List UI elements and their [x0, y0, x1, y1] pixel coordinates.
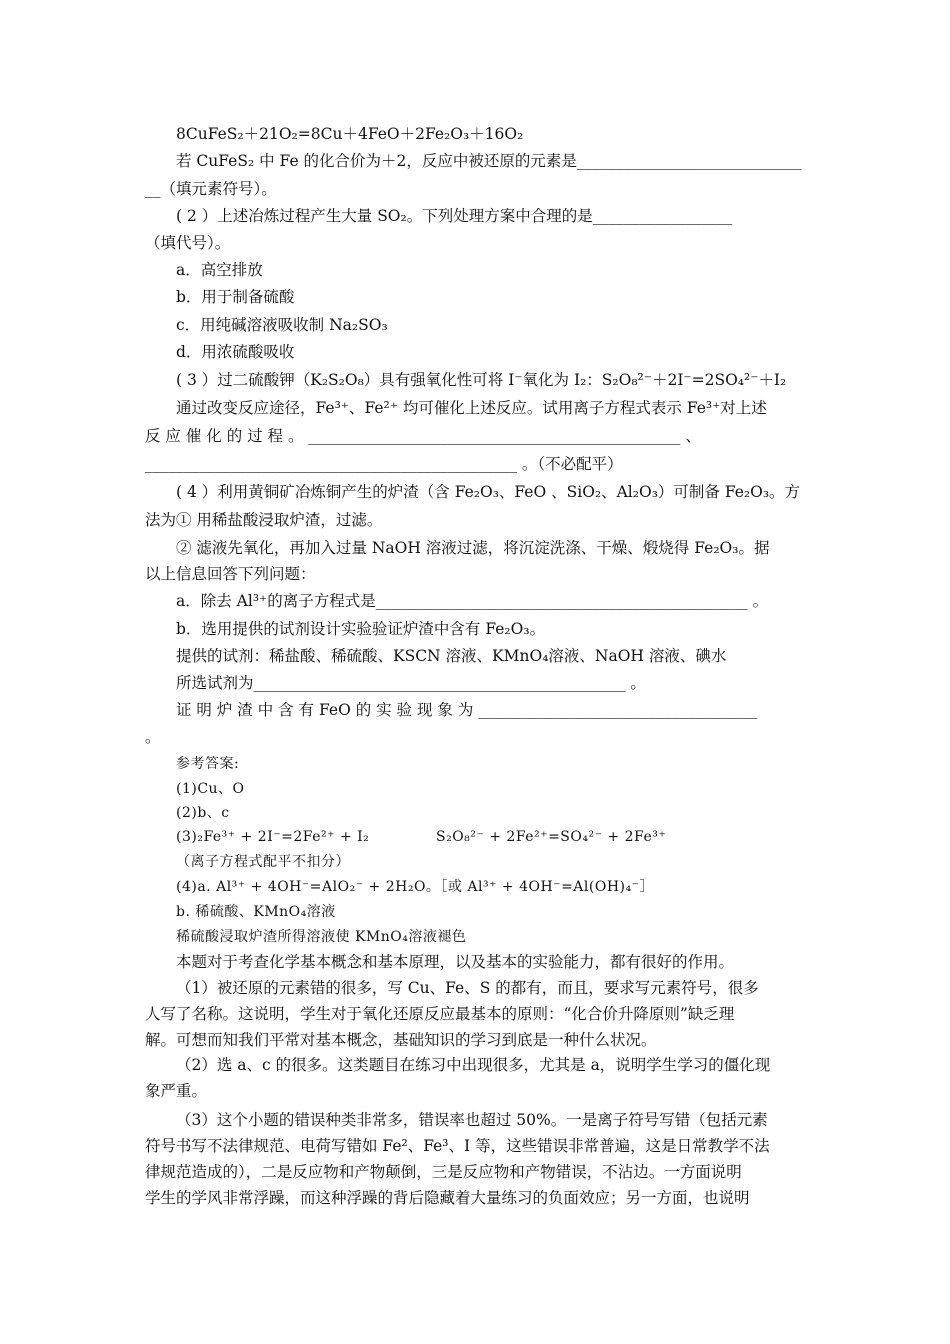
answer-3a: (3)₂Fe³⁺ + 2I⁻=2Fe²⁺ + I₂ [176, 829, 370, 845]
q3-text: ( 3 ）过二硫酸钾（K₂S₂O₈）具有强氧化性可将 I⁻氧化为 I₂：S₂O₈²⁻＋2I⁻=2SO₄²⁻＋I₂ [176, 371, 787, 389]
answer-3b: S₂O₈²⁻ + 2Fe²⁺=SO₄²⁻ + 2Fe³⁺ [436, 829, 667, 845]
answer-2: (2)b、c [176, 805, 230, 821]
comment-3-cont-3: 学生的学风非常浮躁，而这种浮躁的背后隐藏着大量练习的负面效应；另一方面，也说明 [145, 1189, 750, 1207]
comment-2: （2）选 a、c 的很多。这类题目在练习中出现很多，尤其是 a，说明学生学习的僵化现 [176, 1056, 771, 1074]
comment-3-cont-2: 律规范造成的），二是反应物和产物颠倒，三是反应物和产物错误，不沾边。一方面说明 [145, 1163, 742, 1181]
q2-text: ( 2 ）上述冶炼过程产生大量 SO₂。下列处理方案中合理的是__________________ [176, 207, 733, 225]
q3-text-4: ________________________________________________ 。（不必配平） [145, 455, 623, 473]
answer-title: 参考答案: [176, 756, 240, 772]
answer-4b: b. 稀硫酸、KMnO₄溶液 [176, 904, 336, 920]
q3-text-3: 反 应 催 化 的 过 程 。 ________________________________________________ 、 [145, 427, 701, 445]
q4-selected-reagents: 所选试剂为________________________________________________ 。 [176, 674, 646, 692]
answer-4a: (4)a. Al³⁺ + 4OH⁻=AlO₂⁻ + 2H₂O。［或 Al³⁺ + 4OH⁻=Al(OH)₄⁻］ [176, 879, 655, 895]
q1-text: 若 CuFeS₂ 中 Fe 的化合价为＋2，反应中被还原的元素是_____________________________ [176, 152, 802, 170]
q2-option-a: a．高空排放 [176, 261, 263, 279]
q4-part-b: b．选用提供的试剂设计实验验证炉渣中含有 Fe₂O₃。 [176, 620, 546, 638]
answer-1: (1)Cu、O [176, 781, 245, 797]
answer-3-note: （离子方程式配平不扣分） [176, 854, 350, 870]
q1-equation: 8CuFeS₂＋21O₂=8Cu＋4FeO＋2Fe₂O₃＋16O₂ [176, 125, 524, 143]
q2-option-d: d．用浓硫酸吸收 [176, 343, 295, 361]
comment-1-cont: 人写了名称。这说明，学生对于氧化还原反应最基本的原则：“化合价升降原则”缺乏理 [145, 1005, 735, 1023]
answer-4c: 稀硫酸浸取炉渣所得溶液使 KMnO₄溶液褪色 [176, 929, 467, 945]
q4-text: ( 4 ）利用黄铜矿冶炼铜产生的炉渣（含 Fe₂O₃、FeO 、SiO₂、Al₂O₃）可制备 Fe₂O₃。方 [176, 483, 801, 501]
q4-text-3: ② 滤液先氧化，再加入过量 NaOH 溶液过滤，将沉淀洗涤、干燥、煅烧得 Fe₂O₃。据 [176, 539, 770, 557]
comment-3: （3）这个小题的错误种类非常多，错误率也超过 50%。一是离子符号写错（包括元素 [176, 1111, 768, 1129]
q4-text-2: 法为① 用稀盐酸浸取炉渣，过滤。 [145, 511, 383, 529]
comment-1-cont-2: 解。可想而知我们平常对基本概念，基础知识的学习到底是一种什么状况。 [145, 1031, 657, 1049]
q4-phenomenon-end: 。 [145, 728, 161, 746]
comment-intro: 本题对于考查化学基本概念和基本原理，以及基本的实验能力，都有很好的作用。 [176, 953, 735, 971]
comment-1: （1）被还原的元素错的很多，写 Cu、Fe、S 的都有，而且，要求写元素符号，很多 [176, 979, 759, 997]
comment-2-cont: 象严重。 [145, 1082, 208, 1100]
q4-phenomenon: 证 明 炉 渣 中 含 有 FeO 的 实 验 现 象 为 ____________________________________ [176, 701, 758, 719]
q4-reagents: 提供的试剂：稀盐酸、稀硫酸、KSCN 溶液、KMnO₄溶液、NaOH 溶液、碘水 [176, 647, 727, 665]
q2-option-c: c．用纯碱溶液吸收制 Na₂SO₃ [176, 316, 388, 334]
q1-text-cont: __（填元素符号）。 [145, 180, 277, 198]
q4-part-a: a．除去 Al³⁺的离子方程式是________________________________________________ 。 [176, 592, 769, 610]
q4-text-4: 以上信息回答下列问题： [145, 565, 316, 583]
q2-option-b: b．用于制备硫酸 [176, 288, 295, 306]
comment-3-cont: 符号书写不法律规范、电荷写错如 Fe²、Fe³、I 等，这些错误非常普遍，这是日常教学不法 [145, 1137, 770, 1155]
q3-text-2: 通过改变反应途径，Fe³⁺、Fe²⁺ 均可催化上述反应。试用离子方程式表示 Fe³⁺对上述 [176, 399, 767, 417]
q2-text-cont: （填代号）。 [145, 234, 231, 252]
